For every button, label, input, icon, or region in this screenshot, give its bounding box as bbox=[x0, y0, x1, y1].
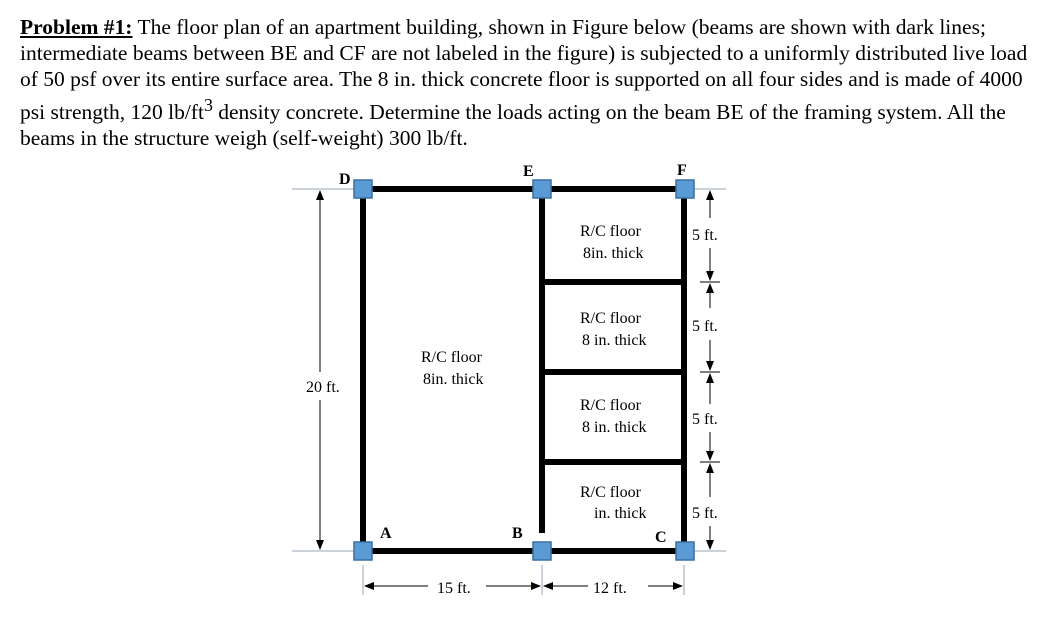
slab-r1-line1: R/C floor bbox=[580, 223, 641, 240]
problem-label: Problem #1: bbox=[20, 15, 133, 39]
column-E bbox=[533, 180, 551, 198]
problem-text: The floor plan of an apartment building, shown in Figure below (beams are shown with dark lines; intermediate beams between BE and CF are not labeled in the figure) is subjected to a uniformly distributed live load of 50 psf over its entire surface area. The 8 in. thick concrete floor is supported on all four sides and is made of 4000 psi strength, 120 lb/ft bbox=[20, 15, 1028, 125]
node-label-C: C bbox=[655, 529, 667, 546]
dim-20ft: 20 ft. bbox=[306, 379, 340, 396]
column-C bbox=[676, 542, 694, 560]
slab-left-line2: 8in. thick bbox=[423, 371, 484, 388]
column-B bbox=[533, 542, 551, 560]
problem-text-end: density concrete. Determine the loads acting on the beam BE of the framing system. All the beams in the structure weigh (self-weight) 300 lb/ft. bbox=[20, 100, 1006, 151]
node-label-F: F bbox=[677, 162, 687, 179]
slab-r4-line1: R/C floor bbox=[580, 484, 641, 501]
column-A bbox=[354, 542, 372, 560]
slab-r1-line2: 8in. thick bbox=[583, 245, 644, 262]
slab-r3-line2: 8 in. thick bbox=[582, 419, 647, 436]
slab-r2-line2: 8 in. thick bbox=[582, 332, 647, 349]
slab-r2-line1: R/C floor bbox=[580, 310, 641, 327]
dim-15ft: 15 ft. bbox=[437, 580, 471, 597]
column-F bbox=[676, 180, 694, 198]
slab-r4-line2: in. thick bbox=[594, 505, 647, 522]
column-D bbox=[354, 180, 372, 198]
node-label-E: E bbox=[523, 163, 534, 180]
node-label-B: B bbox=[512, 525, 523, 542]
dim-5ft-1: 5 ft. bbox=[692, 227, 718, 244]
slab-r3-line1: R/C floor bbox=[580, 397, 641, 414]
dim-5ft-2: 5 ft. bbox=[692, 318, 718, 335]
node-label-A: A bbox=[380, 525, 392, 542]
dim-5ft-3: 5 ft. bbox=[692, 411, 718, 428]
dim-12ft: 12 ft. bbox=[593, 580, 627, 597]
dim-5ft-4: 5 ft. bbox=[692, 505, 718, 522]
problem-superscript: 3 bbox=[203, 95, 213, 115]
node-label-D: D bbox=[339, 171, 351, 188]
slab-left-line1: R/C floor bbox=[421, 349, 482, 366]
